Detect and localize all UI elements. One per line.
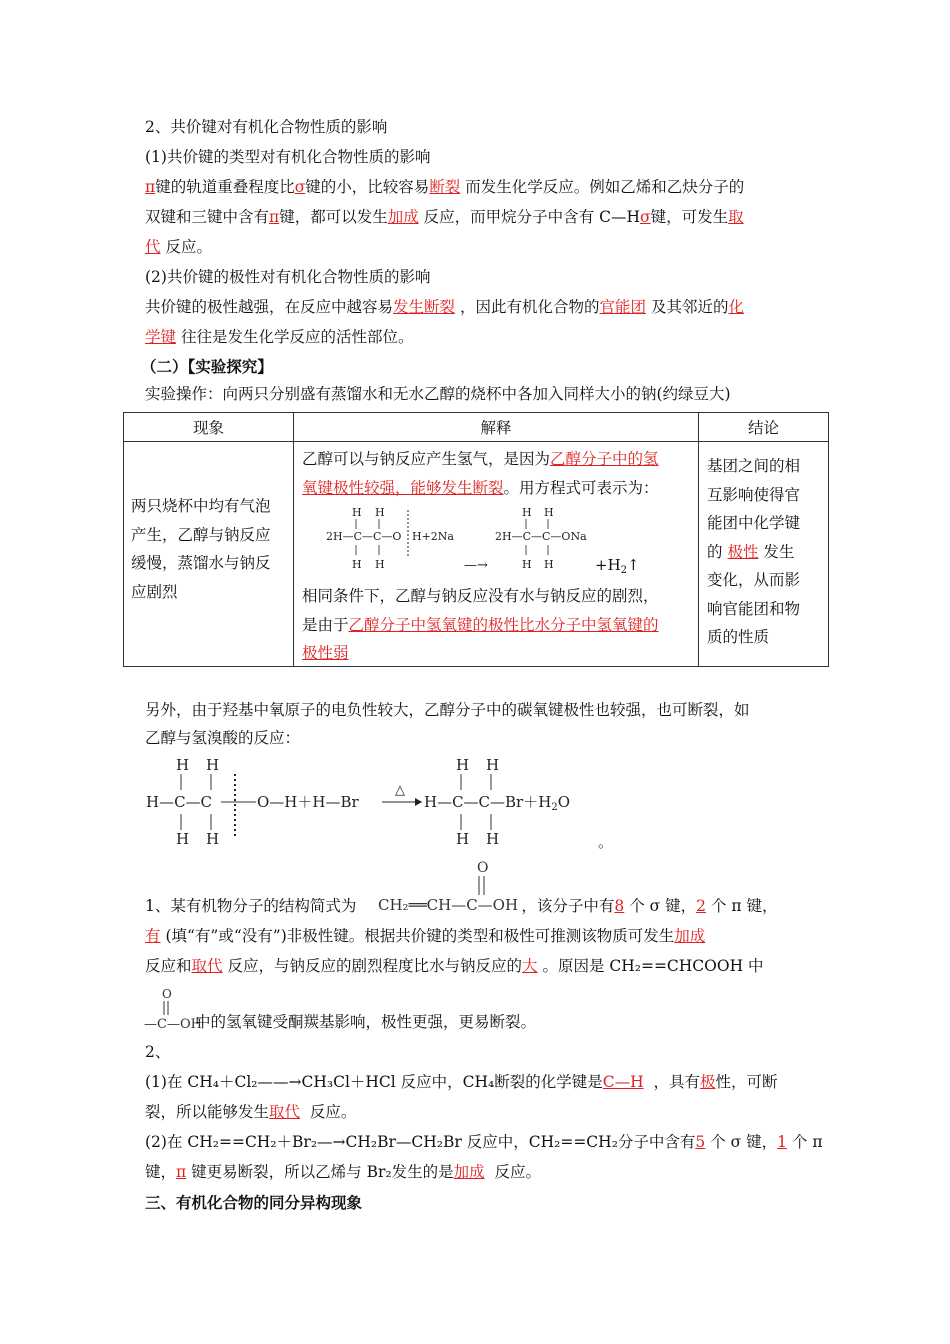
- text-run: 反应，与钠反应的剧烈程度比水与钠反应的: [227, 957, 522, 975]
- text-run: 个 π: [791, 1133, 823, 1151]
- text-run: 键的小，比较容易: [305, 178, 430, 196]
- answer-blank: 代: [145, 238, 161, 256]
- atom-h: H: [456, 830, 470, 848]
- text-run: 往往是发生化学反应的活性部位。: [180, 328, 414, 346]
- atom-h: H: [176, 756, 190, 774]
- answer-blank: 加成: [387, 208, 419, 226]
- text-run: 双键和三键中含有: [145, 208, 270, 226]
- sodium-reaction-equation: [302, 502, 697, 582]
- experiment-section-title: （二）【实验探究】: [141, 357, 273, 376]
- explanation-content: [294, 442, 698, 666]
- atom-h: H: [176, 830, 190, 848]
- question1-line1: [145, 895, 778, 917]
- cell-conclusion: [699, 442, 829, 667]
- text-run: 个 π 键，: [710, 897, 778, 915]
- paragraph-polarity-line2: [145, 326, 413, 348]
- text-run: ，该分子中有: [521, 897, 615, 915]
- carboxyl-fragment: [142, 984, 202, 1036]
- atom-h: H: [456, 756, 470, 774]
- answer-blank: C—H: [602, 1073, 644, 1091]
- text-run: ，因此有机化合物的: [459, 298, 600, 316]
- text-line: [302, 474, 698, 503]
- text-line: 能团中化学键: [707, 514, 801, 532]
- answer-blank: 官能团: [599, 298, 646, 316]
- paragraph-bond-type-line1: [145, 176, 744, 198]
- answer-blank: 发生断裂: [393, 298, 456, 316]
- answer-blank: 学键: [145, 328, 177, 346]
- text-line: 产生，乙醇与钠反应: [131, 525, 271, 544]
- text-run: 。原因是 CH₂==CHCOOH 中: [542, 957, 764, 975]
- text-line: 响官能团和物: [707, 599, 801, 618]
- atom-h: H: [352, 506, 362, 519]
- answer-blank: 极性弱: [302, 644, 349, 662]
- text-line: [302, 611, 698, 640]
- atom-h: H: [522, 558, 532, 571]
- carbonyl-oxygen: O: [477, 860, 489, 876]
- header-conclusion: 结论: [699, 413, 829, 442]
- text-run: 键，都可以发生: [279, 208, 388, 226]
- paragraph-bond-type-line3: [145, 236, 212, 258]
- period: 。: [598, 833, 614, 851]
- answer-blank: 1: [777, 1133, 788, 1151]
- hydrogen-product: [595, 556, 640, 576]
- answer-blank: 乙醇分子中的氢: [550, 450, 659, 468]
- text-run: ↑: [627, 556, 640, 574]
- question1-line4: 中的氢氧键受酮羰基影响，极性更强，更易断裂。: [195, 1013, 537, 1031]
- section-title-isomerism: 三、有机化合物的同分异构现象: [145, 1193, 363, 1212]
- answer-blank: 加成: [674, 927, 706, 945]
- question1-line3: [145, 955, 764, 977]
- paragraph-bond-type-line2: [145, 206, 744, 228]
- conclusion-text: [699, 442, 828, 652]
- table-header-row: [124, 413, 829, 442]
- subsection-title-bond-polarity: (2)共价键的极性对有机化合物性质的影响: [145, 268, 431, 286]
- text-run: 发生: [763, 542, 795, 561]
- heat-condition: △: [395, 783, 405, 798]
- answer-blank: 取: [728, 208, 744, 226]
- text-run: 1、某有机物分子的结构简式为: [145, 897, 357, 915]
- text-run: 裂，所以能够发生: [145, 1103, 270, 1121]
- fragment-formula: —C—OH: [144, 1017, 202, 1032]
- atom-h: H: [375, 558, 385, 571]
- answer-blank: 化: [728, 298, 744, 316]
- answer-blank: 5: [695, 1133, 706, 1151]
- text-run: H—C—C—Br＋H: [424, 793, 552, 811]
- text-line: 质的性质: [707, 628, 770, 646]
- text-run: 2: [620, 565, 628, 576]
- text-run: 而发生化学反应。例如乙烯和乙炔分子的: [465, 178, 745, 196]
- answer-blank: 断裂: [429, 178, 461, 196]
- text-run: 乙醇可以与钠反应产生氢气，是因为: [302, 450, 551, 468]
- paragraph-polarity-line1: [145, 296, 744, 318]
- text-line: 两只烧杯中均有气泡: [131, 497, 271, 515]
- atom-h: H: [375, 506, 385, 519]
- atom-h: H: [352, 558, 362, 571]
- table-row: [124, 442, 829, 667]
- equation-reagent: H+2Na: [412, 530, 454, 543]
- answer-blank: π: [145, 178, 156, 196]
- text-run: O: [557, 793, 570, 811]
- experiment-table: [123, 412, 829, 667]
- experiment-operation: 实验操作：向两只分别盛有蒸馏水和无水乙醇的烧杯中各加入同样大小的钠(约绿豆大): [145, 385, 731, 403]
- answer-blank: 2: [696, 897, 707, 915]
- question2-part1-line2: [145, 1101, 356, 1123]
- cell-phenomenon: [124, 442, 294, 667]
- text-run: 共价键的极性越强，在反应中越容易: [145, 298, 394, 316]
- text-run: 反应。: [165, 238, 212, 256]
- atom-h: H: [486, 756, 500, 774]
- text-run: 键，: [145, 1163, 177, 1181]
- atom-h: H: [544, 506, 554, 519]
- answer-blank: 取代: [191, 957, 223, 975]
- answer-blank: 极性: [727, 542, 759, 561]
- question1-line2: [145, 925, 705, 947]
- text-run: ，具有: [653, 1073, 701, 1091]
- text-run: 的: [707, 542, 723, 561]
- text-run: 个 σ 键，: [629, 897, 697, 915]
- phenomenon-text: [124, 442, 293, 606]
- text-line: [302, 639, 698, 668]
- text-run: (2)在 CH₂==CH₂＋Br₂—→CH₂Br—CH₂Br 反应中，CH₂==CH₂分子中含有: [145, 1133, 696, 1151]
- text-run: (填“有”或“没有”)非极性键。根据共价键的类型和极性可推测该物质可发生: [165, 927, 675, 945]
- equation-right: [424, 793, 570, 813]
- question2-part2-line2: [145, 1161, 541, 1183]
- equation-left: 2H—C—C—O: [326, 530, 402, 543]
- cell-explanation: [294, 442, 699, 667]
- text-run: 是由于: [302, 615, 349, 634]
- header-explanation: 解释: [294, 413, 699, 442]
- answer-blank: π: [176, 1163, 187, 1181]
- carbonyl-oxygen: O: [162, 987, 172, 1001]
- text-line: 互影响使得官: [707, 485, 801, 504]
- question2-title: 2、: [145, 1043, 171, 1061]
- atom-h: H: [522, 506, 532, 519]
- answer-blank: 加成: [453, 1163, 485, 1181]
- text-line: [707, 538, 828, 567]
- equation-right: 2H—C—C—ONa: [495, 530, 587, 543]
- text-run: 。用方程式可表示为：: [503, 478, 659, 497]
- answer-blank: 氧键极性较强，能够发生断裂: [302, 478, 504, 497]
- answer-blank: σ: [294, 178, 306, 196]
- atom-h: H: [544, 558, 554, 571]
- answer-blank: 极: [700, 1073, 716, 1091]
- text-run: 键更易断裂，所以乙烯与 Br₂发生的是: [191, 1163, 454, 1181]
- text-run: 反应和: [145, 957, 192, 975]
- question2-part1-line1: [145, 1071, 778, 1093]
- text-line: [302, 445, 698, 474]
- text-run: 反应，而甲烷分子中含有 C—H: [423, 208, 640, 226]
- equation-left: H—C—C: [146, 793, 213, 811]
- answer-blank: 取代: [269, 1103, 301, 1121]
- answer-blank: σ: [639, 208, 651, 226]
- text-run: +H: [595, 556, 621, 574]
- answer-blank: 乙醇分子中氢氧键的极性比水分子中氢氧键的: [348, 615, 659, 634]
- text-line: 应剧烈: [131, 582, 178, 601]
- equation-reagents: O—H＋H—Br: [257, 793, 359, 811]
- text-run: 键，可发生: [650, 208, 729, 226]
- answer-blank: π: [269, 208, 280, 226]
- answer-blank: 8: [614, 897, 625, 915]
- text-run: 2: [551, 802, 558, 813]
- text-run: 性，可断: [715, 1073, 778, 1091]
- text-run: 个 σ 键，: [710, 1133, 778, 1151]
- reaction-arrow: —→: [464, 558, 488, 573]
- paragraph-co-bond-line1: 另外，由于羟基中氧原子的电负性较大，乙醇分子中的碳氧键极性也较强，也可断裂，如: [145, 701, 750, 719]
- atom-h: H: [206, 830, 220, 848]
- section-title-covalent-influence: 2、共价键对有机化合物性质的影响: [145, 118, 388, 136]
- text-run: (1)在 CH₄＋Cl₂——→CH₃Cl＋HCl 反应中，CH₄断裂的化学键是: [145, 1073, 603, 1091]
- answer-blank: 大: [521, 957, 538, 975]
- structural-formula: CH₂══CH—C—OH: [378, 896, 519, 914]
- text-line: 相同条件下，乙醇与钠反应没有水与钠反应的剧烈，: [302, 587, 659, 605]
- text-line: 基团之间的相: [707, 457, 801, 475]
- text-run: 反应。: [309, 1103, 357, 1121]
- text-run: 及其邻近的: [650, 298, 729, 316]
- text-run: 反应。: [494, 1163, 541, 1181]
- header-phenomenon: 现象: [124, 413, 294, 442]
- text-line: 变化，从而影: [707, 571, 801, 589]
- atom-h: H: [206, 756, 220, 774]
- hbr-reaction-equation: [140, 752, 630, 852]
- text-run: 键的轨道重叠程度比: [155, 178, 295, 196]
- atom-h: H: [486, 830, 500, 848]
- subsection-title-bond-type: (1)共价键的类型对有机化合物性质的影响: [145, 148, 431, 166]
- answer-blank: 有: [145, 927, 161, 945]
- text-line: 缓慢，蒸馏水与钠反: [131, 554, 271, 572]
- question2-part2-line1: [145, 1131, 823, 1153]
- paragraph-co-bond-line2: 乙醇与氢溴酸的反应：: [145, 729, 301, 747]
